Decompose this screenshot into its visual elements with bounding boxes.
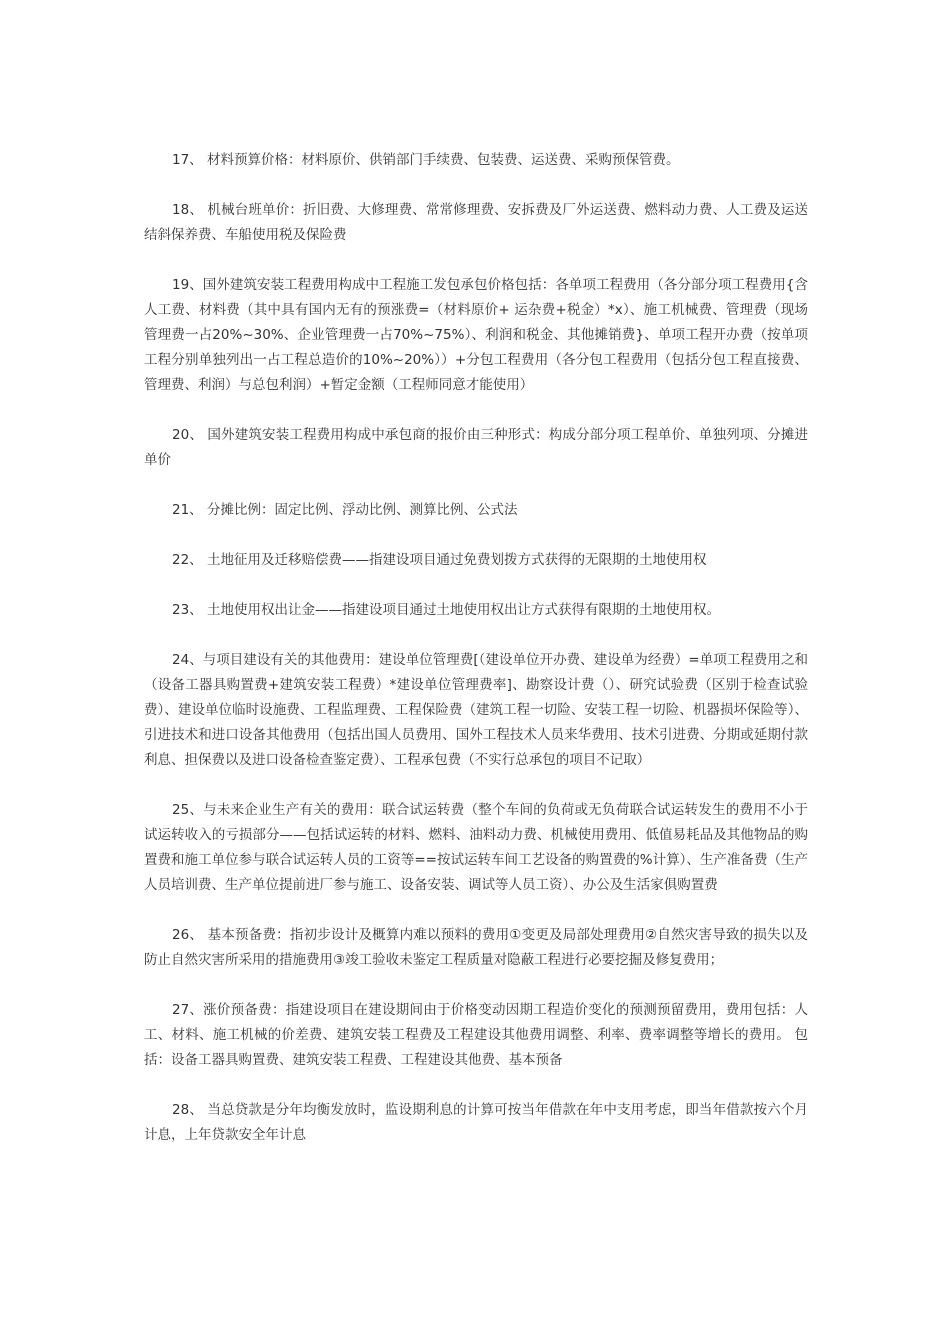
paragraph-17: 17、 材料预算价格：材料原价、供销部门手续费、包装费、运送费、采购预保管费。 xyxy=(172,152,680,168)
paragraph-22: 22、 土地征用及迁移赔偿费——指建设项目通过免费划拨方式获得的无限期的土地使用权 xyxy=(172,552,707,568)
paragraph-26: 26、 基本预备费：指初步设计及概算内难以预料的费用①变更及局部处理费用②自然灾害导致的损失以及防止自然灾害所采用的措施费用③竣工验收未鉴定工程质量对隐蔽工程进行必要挖掘及修复费用； xyxy=(144,927,808,968)
paragraph-25: 25、与未来企业生产有关的费用：联合试运转费（整个车间的负荷或无负荷联合试运转发生的费用不小于试运转收入的亏损部分——包括试运转的材料、燃料、油料动力费、机械使用费用、低值易耗品及其他物品的购置费和施工单位参与联合试运转人员的工资等==按试运转车间工艺设备的购置费的%计算）、生产准备费（生产人员培训费、生产单位提前进厂参与施工、设备安装、调试等人员工资）、办公及生活家俱购置费 xyxy=(144,802,808,893)
paragraph-27: 27、涨价预备费：指建设项目在建设期间由于价格变动因期工程造价变化的预测预留费用，费用包括：人工、材料、施工机械的价差费、建筑安装工程费及工程建设其他费用调整、利率、费率调整等增长的费用。 包括：设备工器具购置费、建筑安装工程费、工程建设其他费、基本预备 xyxy=(144,1002,808,1068)
paragraph-28: 28、 当总贷款是分年均衡发放时，监设期利息的计算可按当年借款在年中支用考虑，即当年借款按六个月计息，上年贷款安全年计息 xyxy=(144,1102,808,1143)
document-body xyxy=(144,148,808,1173)
paragraph-18: 18、 机械台班单价：折旧费、大修理费、常常修理费、安拆费及厂外运送费、燃料动力费、人工费及运送结斜保养费、车船使用税及保险费 xyxy=(144,202,808,243)
paragraph-21: 21、 分摊比例：固定比例、浮动比例、测算比例、公式法 xyxy=(172,502,518,518)
paragraph-19: 19、国外建筑安装工程费用构成中工程施工发包承包价格包括：各单项工程费用（各分部分项工程费用{含人工费、材料费（其中具有国内无有的预涨费=（材料原价+ 运杂费+税金）*x）、施工机械费、管理费（现场管理费一占20%~30%、企业管理费一占70%~75%）、利润和税金、其他摊销费}、单项工程开办费（按单项工程分别单独列出一占工程总造价的10%~20%））+分包工程费用（各分包工程费用（包括分包工程直接费、管理费、利润）与总包利润）+暂定金额（工程师同意才能使用） xyxy=(144,277,808,393)
paragraph-20: 20、 国外建筑安装工程费用构成中承包商的报价由三种形式：构成分部分项工程单价、单独列项、分摊进单价 xyxy=(144,427,808,468)
paragraph-23: 23、 土地使用权出让金——指建设项目通过土地使用权出让方式获得有限期的土地使用权。 xyxy=(172,602,720,618)
paragraph-24: 24、与项目建设有关的其他费用：建设单位管理费[（建设单位开办费、建设单为经费）=单项工程费用之和（设备工器具购置费+建筑安装工程费）*建设单位管理费率]、勘察设计费（）、研究试验费（区别于检查试验费）、建设单位临时设施费、工程监理费、工程保险费（建筑工程一切险、安装工程一切险、机器损坏保险等）、引进技术和进口设备其他费用（包括出国人员费用、国外工程技术人员来华费用、技术引进费、分期或延期付款利息、担保费以及进口设备检查鉴定费）、工程承包费（不实行总承包的项目不记取） xyxy=(144,652,808,768)
